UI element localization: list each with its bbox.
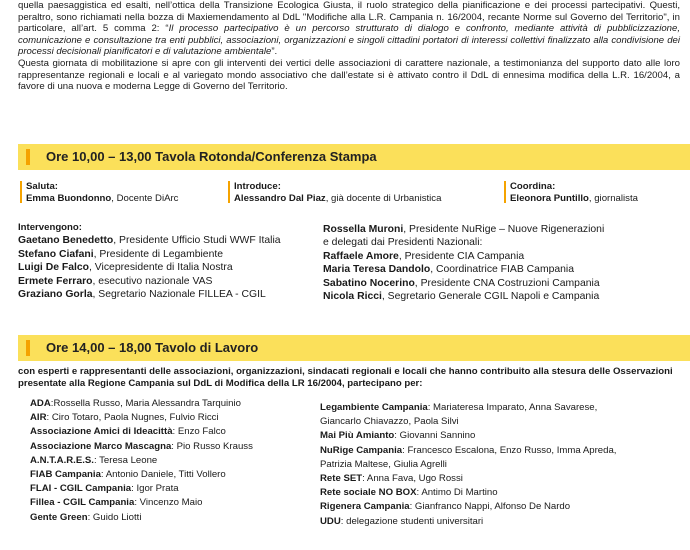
speakers-right-list <box>323 223 688 303</box>
list-item: Gente Green: Guido Liotti <box>30 511 142 523</box>
list-item: Rete SET: Anna Fava, Ugo Rossi <box>320 473 463 485</box>
coordina-block: Coordina: Eleonora Puntillo, giornalista <box>510 181 638 204</box>
quote-text: Il processo partecipativo è un percorso strutturato di dialogo e confronto, mediante attività di pubblicizzazione, comunicazione e consultazione tra enti pubblici, associazioni, organizzazioni e singoli cittadini portatori di interessi collettivi finalizzato alla condivisione dei processi decisionali pianificatori e di valutazione ambientale <box>18 23 681 58</box>
list-item: FLAI - CGIL Campania: Igor Prata <box>30 483 179 495</box>
list-item: Giancarlo Chiavazzo, Paola Silvi <box>320 416 459 428</box>
list-item: NuRige Campania: Francesco Escalona, Enzo Russo, Imma Apreda, <box>320 444 617 456</box>
list-item: Maria Teresa Dandolo, Coordinatrice FIAB Campania <box>323 264 575 276</box>
list-item: A.N.T.A.R.E.S.: Teresa Leone <box>30 454 158 466</box>
introduce-block: Introduce: Alessandro Dal Piaz, già docente di Urbanistica <box>234 181 442 204</box>
list-item: Fillea - CGIL Campania: Vincenzo Maio <box>30 497 203 509</box>
list-item: FIAB Campania: Antonio Daniele, Titti Vollero <box>30 469 226 481</box>
list-item: Associazione Marco Mascagna: Pio Russo Krauss <box>30 440 253 452</box>
session1-title: Ore 10,00 – 13,00 Tavola Rotonda/Conferenza Stampa <box>46 149 377 164</box>
list-item: Rete sociale NO BOX: Antimo Di Martino <box>320 487 498 499</box>
intro-text <box>18 0 680 93</box>
accent-tick-icon <box>504 181 506 203</box>
session2-intro: con esperti e rappresentanti delle associazioni, organizzazioni, sindacati regionali e locali che hanno contribuito alla stesura delle Osservazioni presentate alla Regione Campania sul DdL di Modifica della LR 16/2004, partecipano per: <box>18 366 673 389</box>
list-item: Rigenera Campania: Gianfranco Nappi, Alfonso De Nardo <box>320 501 571 513</box>
list-item: Ermete Ferraro, esecutivo nazionale VAS <box>18 275 213 287</box>
list-item: e delegati dai Presidenti Nazionali: <box>323 237 483 249</box>
accent-tick-icon <box>20 181 22 203</box>
list-item: Gaetano Benedetto, Presidente Ufficio Studi WWF Italia <box>18 235 281 247</box>
list-item: ADA:Rossella Russo, Maria Alessandra Tarquinio <box>30 398 241 409</box>
accent-tick-icon <box>228 181 230 203</box>
intro-paragraph-2: Questa giornata di mobilitazione si apre con gli interventi dei vertici delle associazioni di carattere nazionale, a testimonianza del supporto dato alle loro rappresentanze regionali e locali e al variegato mondo associativo che dall’estate si è attivato contro il DdL di ennesima modifica della L.R. 16/2004, a favore di una nuova e moderna Legge di Governo del Territorio. <box>18 57 680 93</box>
session2-header <box>18 335 690 361</box>
list-item: Sabatino Nocerino, Presidente CNA Costruzioni Campania <box>323 277 600 289</box>
list-item: Legambiente Campania: Mariateresa Imparato, Anna Savarese, <box>320 402 598 413</box>
list-item: UDU: delegazione studenti universitari <box>320 515 484 527</box>
list-item: Nicola Ricci, Segretario Generale CGIL Napoli e Campania <box>323 291 600 303</box>
list-item: AIR: Ciro Totaro, Paola Nugnes, Fulvio Ricci <box>30 412 219 424</box>
bar-marker-icon <box>26 340 30 356</box>
groups-left-list <box>30 397 315 525</box>
saluta-block: Saluta: Emma Buondonno, Docente DiArc <box>26 181 179 204</box>
session1-header <box>18 144 690 170</box>
session2-title: Ore 14,00 – 18,00 Tavolo di Lavoro <box>46 340 259 355</box>
list-item: Rossella Muroni, Presidente NuRige – Nuove Rigenerazioni <box>323 224 605 235</box>
list-item: Associazione Amici di Ideacittà: Enzo Falco <box>30 426 226 438</box>
groups-right-list <box>320 401 688 529</box>
list-item: Stefano Ciafani, Presidente di Legambiente <box>18 248 224 260</box>
list-item: Graziano Gorla, Segretario Nazionale FILLEA - CGIL <box>18 289 266 301</box>
list-item: Mai Più Amianto: Giovanni Sannino <box>320 430 476 442</box>
bar-marker-icon <box>26 149 30 165</box>
speakers-left-list <box>18 221 318 301</box>
list-item: Raffaele Amore, Presidente CIA Campania <box>323 250 525 262</box>
list-item: Patrizia Maltese, Giulia Agrelli <box>320 458 447 470</box>
list-item: Luigi De Falco, Vicepresidente di Italia Nostra <box>18 262 233 274</box>
intro-paragraph-1: quella paesaggistica ed esalti, nell’ottica della Transizione Ecologica Giusta, il ruolo strategico della pianificazione e dei processi partecipativi. Questi, peraltro, sono richiamati nella bozza di Maxiemendamento al DdL "Modifiche alla L.R. Campania n. 16/2004, recante Norme sul Governo del Territorio", in particolare, all’art. 5 comma 2: “Il processo partecipativo è un percorso strutturato di dialogo e confronto, mediante attività di pubblicizzazione, comunicazione e consultazione tra enti pubblici, associazioni, organizzazioni e singoli cittadini portatori di interessi collettivi finalizzato alla condivisione dei processi decisionali pianificatori e di valutazione ambientale”. <box>18 0 681 58</box>
intervengono-label: Intervengono: <box>18 222 82 233</box>
